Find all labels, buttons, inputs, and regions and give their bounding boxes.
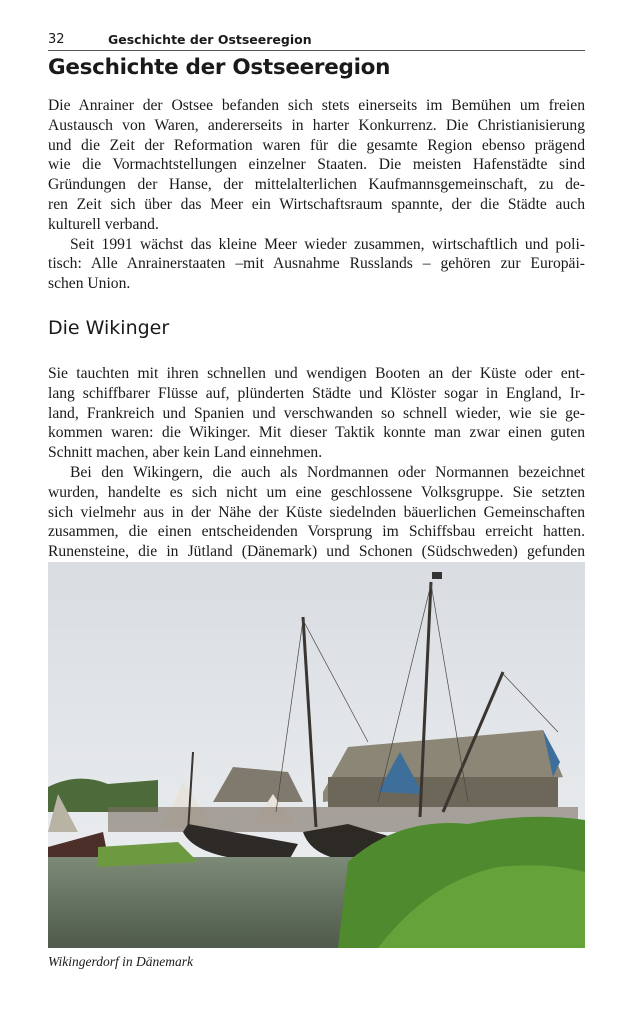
text-line: Austausch von Waren, andererseits in harter Konkurrenz. Die Christianisierung [48, 116, 585, 134]
text-line: zusammen, die einen entscheidenden Vorsprung im Schiffsbau erreicht hatten. [48, 523, 585, 541]
text-line: wurden, handelte es sich nicht um eine geschlossene Volksgruppe. Sie setzten [48, 483, 585, 501]
text-line: Die Anrainer der Ostsee befanden sich stets einerseits im Bemühen um freien [48, 97, 585, 114]
viking-village-photo [48, 562, 585, 948]
text-line: kulturell verband. [48, 215, 159, 233]
section-heading: Die Wikinger [48, 317, 170, 339]
text-line: Sie tauchten mit ihren schnellen und wendigen Booten an der Küste oder ent- [48, 365, 585, 382]
text-line: Seit 1991 wächst das kleine Meer wieder zusammen, wirtschaftlich und poli- [70, 235, 585, 253]
running-head-title: Geschichte der Ostseeregion [108, 32, 312, 47]
text-line: und die Zeit der Reformation waren für die gesamte Region ebenso prägend [48, 136, 585, 154]
text-line: lang schiffbarer Flüsse auf, plünderten Städte und Klöster sogar in England, Ir- [48, 384, 585, 402]
vikings-text [48, 364, 585, 562]
text-line: tisch: Alle Anrainerstaaten –mit Ausnahme Russlands – gehören zur Europäi- [48, 255, 585, 273]
text-line: schen Union. [48, 275, 131, 293]
text-line: land, Frankreich und Spanien und verschwanden so schnell wieder, wie sie ge- [48, 404, 585, 422]
text-line: wie die Vormachtstellungen einzelner Staaten. Die meisten Hafenstädte sind [48, 156, 585, 174]
text-line: kommen waren: die Wikinger. Mit dieser Taktik konnte man zwar einen guten [48, 424, 585, 442]
photo-caption: Wikingerdorf in Dänemark [48, 954, 193, 969]
text-line: Bei den Wikingern, die auch als Nordmannen oder Normannen bezeichnet [70, 463, 585, 481]
text-line: Gründungen der Hanse, der mittelalterlichen Kaufmannsgemeinschaft, zu de- [48, 176, 585, 194]
flag-icon [432, 572, 442, 579]
text-line: ren Zeit sich über das Meer ein Wirtschaftsraum spannte, der die Städte auch [48, 195, 585, 213]
intro-text [48, 96, 585, 294]
chapter-heading: Geschichte der Ostseeregion [48, 55, 391, 80]
running-head [48, 31, 585, 51]
text-line: sich vielmehr aus in der Nähe der Küste siedelnden bäuerlichen Gemeinschaften [48, 503, 585, 521]
text-line: Runensteine, die in Jütland (Dänemark) und Schonen (Südschweden) gefunden [48, 543, 585, 561]
text-line: Schnitt machen, aber kein Land einnehmen. [48, 444, 323, 462]
page-number: 32 [48, 32, 65, 47]
